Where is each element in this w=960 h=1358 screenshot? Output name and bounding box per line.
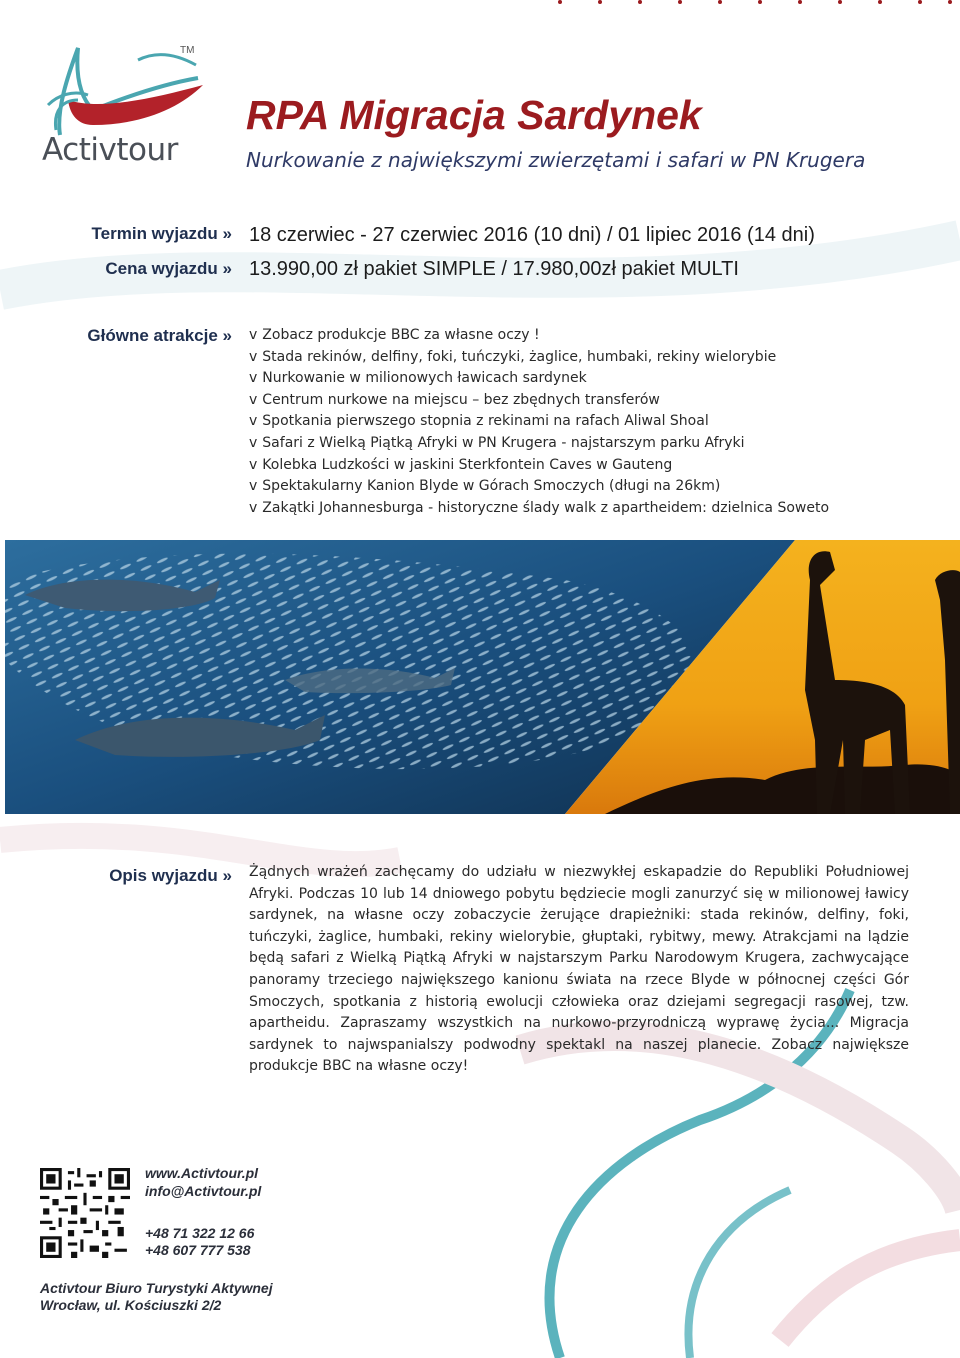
attractions-label: Główne atrakcje » [87,326,232,345]
list-item: v Spektakularny Kanion Blyde w Górach Smoczych (długi na 26km) [249,478,721,495]
bullet-marker: v [249,456,258,473]
bullet-marker: v [249,370,258,387]
website-link[interactable]: www.Activtour.pl [145,1165,259,1181]
footer-address: Wrocław, ul. Kościuszki 2/2 [40,1297,222,1313]
list-item: v Nurkowanie w milionowych ławicach sardynek [249,370,587,387]
list-item: v Spotkania pierwszego stopnia z rekinami na rafach Aliwal Shoal [249,413,709,430]
email-link[interactable]: info@Activtour.pl [145,1183,262,1199]
list-item: v Kolebka Ludzkości w jaskini Sterkfontein Caves w Gauteng [249,456,673,473]
list-item: v Zakątki Johannesburga - historyczne ślady walk z apartheidem: dzielnica Soweto [249,499,830,516]
top-dots-decoration [0,0,960,6]
list-item: v Safari z Wielką Piątką Afryki w PN Krugera - najstarszym parku Afryki [249,434,745,451]
bullet-marker: v [249,391,258,408]
bullet-marker: v [249,327,258,343]
logo-brand-text: Activtour [42,132,178,168]
list-item: v Centrum nurkowe na miejscu – bez zbędnych transferów [249,391,660,408]
phone-1: +48 71 322 12 66 [145,1225,255,1241]
bullet-marker: v [249,478,258,495]
trip-date-value: 18 czerwiec - 27 czerwiec 2016 (10 dni) / 01 lipiec 2016 (14 dni) [249,224,815,246]
list-item: v Stada rekinów, delfiny, foki, tuńczyki, żaglice, humbaki, rekiny wielorybie [249,348,777,365]
logo-trademark: TM [180,45,195,56]
footer-company: Activtour Biuro Turystyki Aktywnej [40,1280,273,1296]
bullet-marker: v [249,434,258,451]
bullet-marker: v [249,348,258,365]
attractions-list [249,325,829,519]
qr-code-icon [40,1168,130,1258]
bullet-marker: v [249,413,258,430]
trip-price-label: Cena wyjazdu » [105,259,232,278]
page-title: RPA Migracja Sardynek [246,92,702,138]
bullet-marker: v [249,499,258,516]
trip-date-label: Termin wyjazdu » [91,224,232,243]
list-item: v Zobacz produkcje BBC za własne oczy ! [249,327,540,343]
page-subtitle: Nurkowanie z największymi zwierzętami i safari w PN Krugera [246,148,866,172]
hero-image-sharks-giraffes [5,540,960,814]
phone-2: +48 607 777 538 [145,1242,251,1258]
description-label: Opis wyjazdu » [109,866,232,885]
description-text: Żądnych wrażeń zachęcamy do udziału w niezwykłej eskapadzie do Republiki Południowej Afryki. Podczas 10 lub 14 dniowego pobytu będziecie mogli zanurzyć się w milionowej ławicy sardynek, na własne oczy zobaczycie żerujące drapieżniki: stada rekinów, delfiny, foki, tuńczyki, żaglice, humbaki, rekiny wielorybie, głuptaki, rybitwy, mewy. Atrakcjami na lądzie będą safari z Wielką Piątką Afryki w najstarszym Parku Narodowym Krugera, zachwycające panoramy trzeciego największego kanionu świata na rzece Blyde w północnej części Gór Smoczych, spotkania z historią ewolucji człowieka oraz dziejami segregacji rasowej, tzw. apartheidu. Zapraszamy wszystkich na nurkowo-przyrodniczą wyprawę życia... Migracja sardynek to najwspanialszy podwodny spektakl na naszej planecie. Zobacz największe produkcje BBC na własne oczy! [249,864,909,1075]
trip-price-value: 13.990,00 zł pakiet SIMPLE / 17.980,00zł pakiet MULTI [249,258,739,280]
